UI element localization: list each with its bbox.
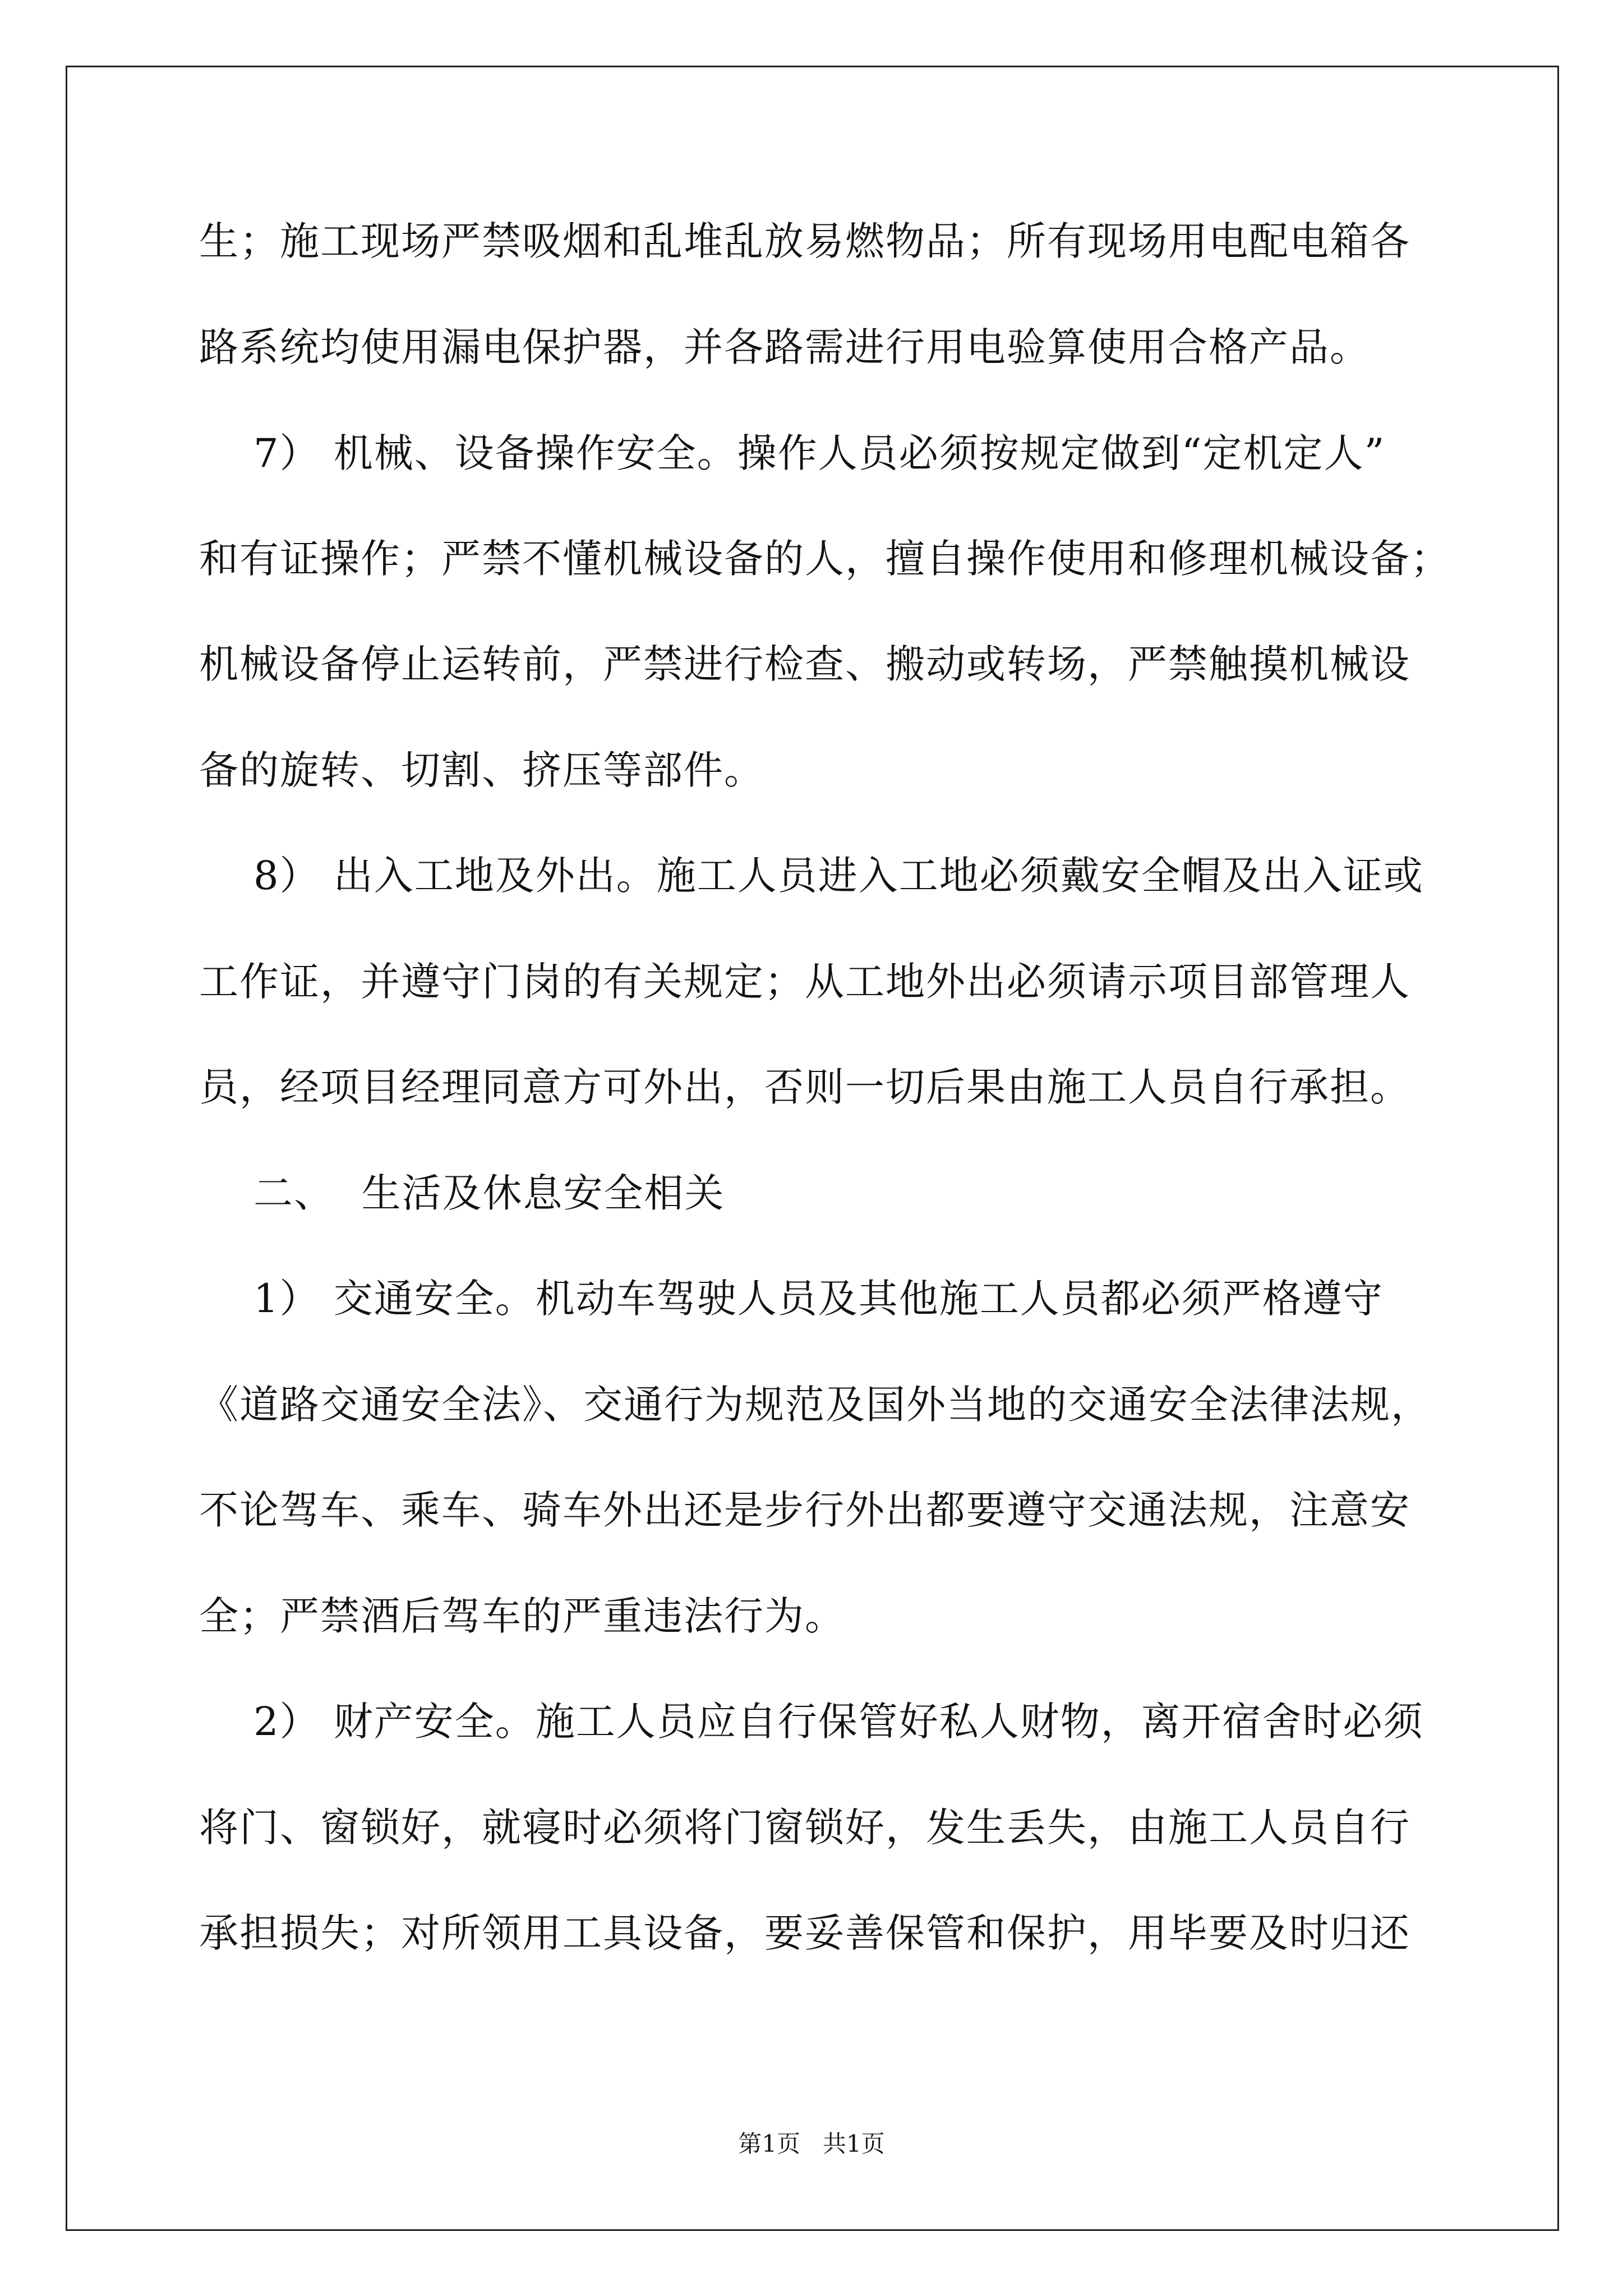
text-line: 不论驾车、乘车、骑车外出还是步行外出都要遵守交通法规，注意安 [199,1487,1410,1533]
text-line: 员，经项目经理同意方可外出，否则一切后果由施工人员自行承担。 [199,1064,1410,1110]
section-heading: 二、 生活及休息安全相关 [199,1170,725,1216]
text-line: 和有证操作；严禁不懂机械设备的人，擅自操作使用和修理机械设备； [199,536,1451,582]
text-line: 全；严禁酒后驾车的严重违法行为。 [199,1593,845,1639]
text-line: 1） 交通安全。机动车驾驶人员及其他施工人员都必须严格遵守 [199,1276,1384,1322]
text-line: 2） 财产安全。施工人员应自行保管好私人财物，离开宿舍时必须 [199,1699,1424,1745]
page-border [66,66,1559,2231]
text-line: 路系统均使用漏电保护器，并各路需进行用电验算使用合格产品。 [199,324,1370,370]
text-line: 7） 机械、设备操作安全。操作人员必须按规定做到“定机定人” [199,430,1386,476]
text-line: 工作证，并遵守门岗的有关规定；从工地外出必须请示项目部管理人 [199,959,1410,1005]
page-footer: 第1页 共1页 [738,2130,885,2157]
text-line: 将门、窗锁好，就寝时必须将门窗锁好，发生丢失，由施工人员自行 [199,1805,1410,1851]
text-line: 备的旋转、切割、挤压等部件。 [199,747,764,793]
text-line: 《道路交通安全法》、交通行为规范及国外当地的交通安全法律法规， [199,1382,1431,1428]
text-line: 生；施工现场严禁吸烟和乱堆乱放易燃物品；所有现场用电配电箱各 [199,218,1410,264]
text-line: 8） 出入工地及外出。施工人员进入工地必须戴安全帽及出入证或 [199,853,1424,899]
text-line: 机械设备停止运转前，严禁进行检查、搬动或转场，严禁触摸机械设 [199,641,1410,687]
text-line: 承担损失；对所领用工具设备，要妥善保管和保护，用毕要及时归还 [199,1910,1410,1956]
